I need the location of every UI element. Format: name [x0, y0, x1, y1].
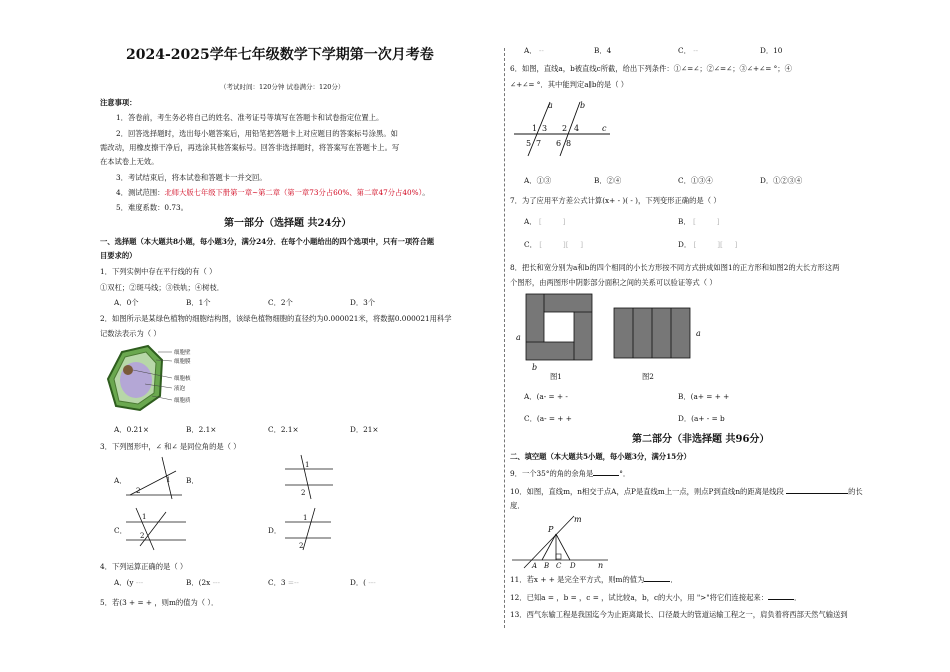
q3-option-b: B．: [186, 476, 199, 485]
q10-figure: [512, 512, 612, 568]
q1-items: ①双杠；②斑马线；③铁轨；④树枝．: [100, 283, 225, 292]
svg-text:2: 2: [136, 487, 141, 495]
q1-stem: 1．下列实例中存在平行线的有（ ）: [100, 267, 217, 276]
note-1: 1．答卷前，考生务必将自己的姓名、准考证号等填写在答题卡和试卷指定位置上。: [116, 113, 384, 122]
q8-option-a: A．(a- = + -: [524, 392, 568, 401]
part2-heading: 第二部分（非选择题 共96分）: [632, 434, 770, 445]
note-2a: 2．回答选择题时，选出每小题答案后，用铅笔把答题卡上对应题目的答案标号涂黑。如: [116, 129, 398, 138]
q6-option-c: C．①③④: [678, 176, 713, 185]
exam-info: （考试时间：120分钟 试卷满分：120分）: [220, 83, 345, 91]
q8-option-c: C．(a- = + +: [524, 414, 572, 423]
q5-option-c: C． --: [678, 46, 699, 55]
q4-option-a: A．(y ---: [114, 578, 144, 587]
q3-figure-c: [126, 506, 191, 551]
q13: 13．西气东输工程是我国迄今为止距离最长、口径最大的管道运输工程之一，肩负着将西部天然气输送到: [510, 610, 848, 619]
q6-stem-b: ∠+∠= °．其中能判定a∥b的是（ ）: [510, 80, 629, 89]
part1-intro-a: 一、选择题（本大题共8小题，每小题3分，满分24分．在每个小题给出的四个选项中，只有一项符合题: [100, 237, 435, 246]
svg-text:7: 7: [536, 139, 542, 148]
part1-intro-b: 目要求的）: [100, 251, 137, 260]
svg-text:1: 1: [303, 514, 308, 522]
note-5: 5．难度系数：0.73。: [116, 203, 188, 212]
notes-heading: 注意事项：: [100, 98, 137, 107]
q2-option-c: C．2.1×: [268, 425, 299, 434]
note-2b: 需改动，用橡皮擦干净后，再选涂其他答案标号。回答非选择题时，将答案写在答题卡上。写: [100, 143, 400, 152]
svg-text:2: 2: [140, 532, 145, 540]
q11: 11．若x + + 是完全平方式，则m的值为 ．: [510, 575, 678, 584]
q8-option-d: D．(a+ - = b: [678, 414, 725, 423]
right-column: [510, 0, 910, 672]
q7-option-b: B． [ ]: [678, 217, 720, 226]
q1-option-c: C．2个: [268, 298, 293, 307]
q1-option-d: D．3个: [350, 298, 376, 307]
cell-label-vacuole: 液泡: [174, 386, 186, 392]
q4-stem: 4．下列运算正确的是（ ）: [100, 562, 188, 571]
test-scope: 北师大版七年级下册第一章~第二章（第一章73分占60%、第二章47分占40%）: [164, 188, 423, 197]
q3-figure-a: [126, 455, 186, 500]
q6-stem-a: 6．如图，直线a，b被直线c所截，给出下列条件：①∠=∠；②∠=∠；③∠+∠= °；④: [510, 64, 792, 73]
svg-text:m: m: [574, 515, 582, 524]
cell-label-wall: 细胞壁: [174, 350, 191, 356]
q3-option-d: D．: [268, 526, 282, 535]
plant-cell-figure: [100, 344, 210, 414]
svg-text:1: 1: [305, 461, 310, 469]
svg-text:b: b: [532, 363, 538, 372]
cell-label-nucleus: 细胞核: [174, 376, 191, 382]
svg-text:2: 2: [299, 542, 304, 550]
svg-text:4: 4: [574, 124, 580, 133]
q9: 9．一个35°的角的余角是 °．: [510, 469, 631, 478]
part1-heading: 第一部分（选择题 共24分）: [224, 218, 352, 229]
svg-text:6: 6: [556, 139, 562, 148]
q10-answer-blank[interactable]: [786, 486, 848, 494]
svg-text:5: 5: [526, 139, 532, 148]
q10-line-a: 10．如图，直线m，n相交于点A，点P是直线m上一点，则点P到直线n的距离是线段 的长: [510, 487, 863, 496]
q4-option-b: B．(2x ---: [186, 578, 220, 587]
q4-option-d: D．( ---: [350, 578, 376, 587]
q8-fig1-caption: 图1: [550, 372, 562, 381]
svg-text:c: c: [602, 124, 607, 133]
q8-figure-2: [612, 300, 707, 365]
svg-text:P: P: [548, 525, 554, 534]
left-column: [100, 0, 500, 672]
column-divider: [504, 48, 505, 628]
q5-option-a: A． --: [524, 46, 544, 55]
q3-figure-b: [285, 455, 335, 500]
part2-intro: 二、填空题（本大题共5小题，每小题3分，满分15分）: [510, 452, 691, 461]
q6-option-d: D．①②③④: [760, 176, 803, 185]
svg-text:1: 1: [532, 124, 538, 133]
cell-label-membrane: 细胞膜: [174, 359, 191, 365]
svg-text:B: B: [544, 562, 550, 570]
svg-text:D: D: [570, 562, 576, 570]
svg-text:a: a: [548, 101, 553, 110]
q12: 12．已知a = ，b = ，c = ，试比较a，b，c的大小，用 ">"将它们连接起来： ．: [510, 593, 802, 602]
q5-stem: 5．若(3 + = + ，则m的值为（ ）．: [100, 598, 219, 607]
svg-text:3: 3: [542, 124, 548, 133]
svg-text:b: b: [580, 101, 586, 110]
note-3: 3．考试结束后，将本试卷和答题卡一并交回。: [116, 173, 267, 182]
q2-option-d: D．21×: [350, 425, 379, 434]
page-title: 2024-2025学年七年级数学下学期第一次月考卷: [126, 47, 434, 63]
q11-answer-blank[interactable]: [644, 574, 670, 582]
cell-label-cytoplasm: 细胞质: [174, 398, 191, 404]
svg-text:n: n: [598, 561, 604, 570]
q5-option-b: B．4: [594, 46, 612, 55]
q1-option-a: A．0个: [114, 298, 139, 307]
q12-answer-blank[interactable]: [768, 592, 794, 600]
q10-line-b: 度．: [510, 501, 525, 510]
svg-text:1: 1: [166, 476, 171, 484]
svg-text:8: 8: [566, 139, 572, 148]
note-2c: 在本试卷上无效。: [100, 157, 159, 166]
svg-text:2: 2: [301, 489, 306, 497]
q3-option-a: A．: [114, 476, 127, 485]
q7-stem: 7．为了应用平方差公式计算(x+ - )( - )，下列变形正确的是（ ）: [510, 196, 721, 205]
q5-option-d: D．10: [760, 46, 783, 55]
q3-figure-d: [285, 506, 335, 551]
q8-figure-1: [514, 292, 604, 370]
q6-option-a: A．①③: [524, 176, 552, 185]
q8-option-b: B．(a+ = + +: [678, 392, 730, 401]
svg-text:2: 2: [562, 124, 568, 133]
note-4: 4．测试范围：北师大版七年级下册第一章~第二章（第一章73分占60%、第二章47分占40%）。: [116, 188, 430, 197]
svg-text:a: a: [516, 333, 521, 342]
q2-option-b: B．2.1×: [186, 425, 217, 434]
svg-text:a: a: [696, 329, 701, 338]
q3-stem: 3．下列图形中，∠ 和∠ 是同位角的是（ ）: [100, 442, 241, 451]
q9-answer-blank[interactable]: [593, 468, 619, 476]
q8-fig2-caption: 图2: [642, 372, 654, 381]
svg-text:1: 1: [142, 513, 147, 521]
svg-text:A: A: [532, 562, 538, 570]
q2-stem-a: 2．如图所示是某绿色植物的细胞结构图，该绿色植物细胞的直径约为0.000021米，将数据0.000021用科学: [100, 314, 452, 323]
q4-option-c: C．3 =--: [268, 578, 299, 587]
q2-stem-b: 记数法表示为（ ）: [100, 329, 161, 338]
q6-option-b: B．②④: [594, 176, 622, 185]
q2-option-a: A．0.21×: [114, 425, 149, 434]
svg-text:C: C: [556, 562, 562, 570]
q8-stem-a: 8．把长和宽分别为a和b的四个相同的小长方形按不同方式拼成如图1的正方形和如图2的大长方形这两: [510, 263, 840, 272]
q3-option-c: C．: [114, 526, 127, 535]
q7-option-c: C． [ ][ ]: [524, 240, 584, 249]
q8-stem-b: 个图形，由两图形中阴影部分面积之间的关系可以验证等式（ ）: [510, 278, 717, 287]
q1-option-b: B．1个: [186, 298, 211, 307]
q7-option-a: A． [ ]: [524, 217, 566, 226]
q6-figure: [514, 100, 614, 158]
q7-option-d: D． [ ][ ]: [678, 240, 738, 249]
